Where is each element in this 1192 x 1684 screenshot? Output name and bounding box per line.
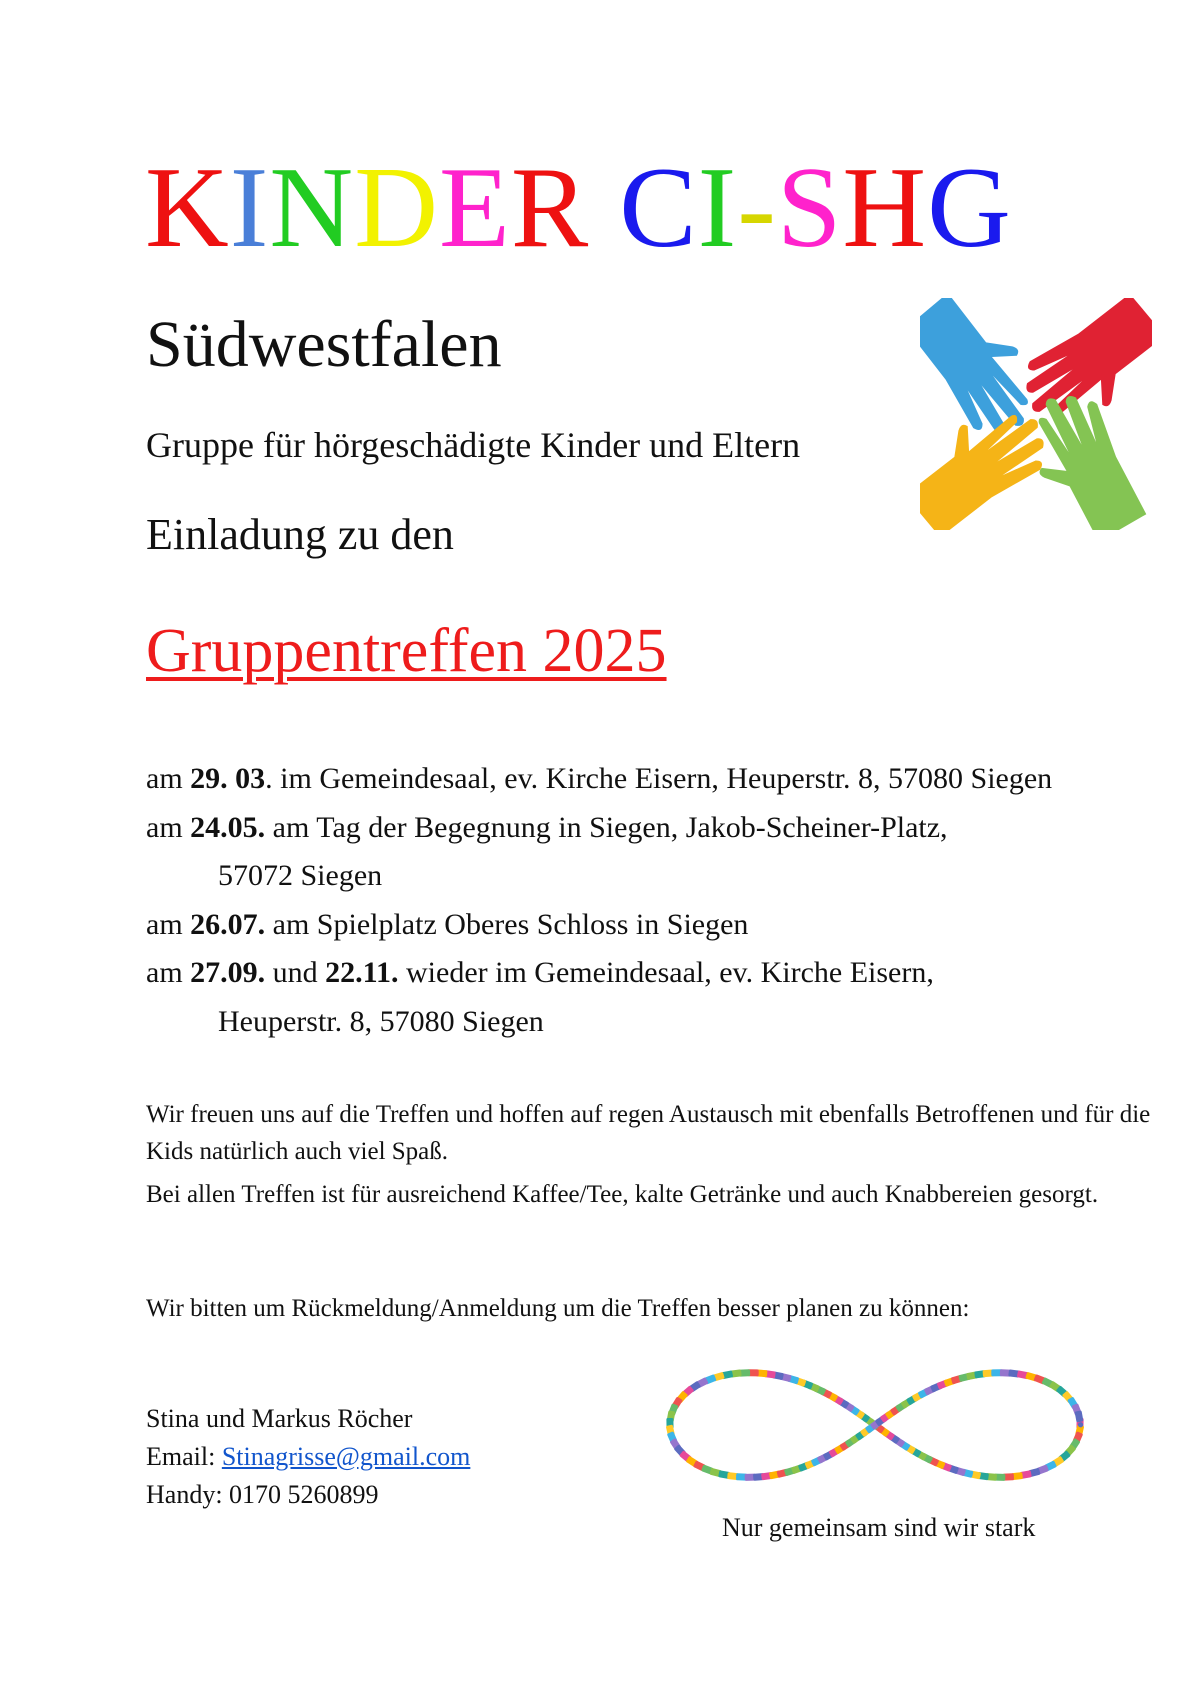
date-address-continuation: Heuperstr. 8, 57080 Siegen (218, 1004, 544, 1038)
date-value: 29. 03 (190, 762, 266, 795)
meeting-dates-list (146, 755, 1156, 1046)
four-hands-icon (920, 298, 1152, 530)
title-letter: D (354, 144, 439, 272)
contact-block (146, 1400, 470, 1514)
infinity-people-icon (640, 1345, 1110, 1505)
title-letter: I (697, 144, 738, 272)
phone-number: 0170 5260899 (229, 1480, 379, 1509)
title-letter: H (842, 144, 928, 272)
group-tagline: Gruppe für hörgeschädigte Kinder und Eltern (146, 425, 801, 465)
slogan-caption: Nur gemeinsam sind wir stark (722, 1513, 1036, 1542)
invitation-intro: Einladung zu den (146, 510, 454, 559)
contact-names: Stina und Markus Röcher (146, 1404, 413, 1433)
title-letter (589, 144, 619, 272)
subtitle-region: Südwestfalen (146, 308, 502, 381)
date-value: 26.07. (190, 907, 266, 941)
date-entry (146, 804, 1156, 853)
paragraph-looking-forward: Wir freuen uns auf die Treffen und hoffen auf regen Austausch mit ebenfalls Betroffenen und für die Kids natürlich auch viel Spaß. (146, 1101, 1151, 1165)
person-figure (1075, 1410, 1085, 1428)
paragraph-registration: Wir bitten um Rückmeldung/Anmeldung um die Treffen besser planen zu können: (146, 1295, 970, 1322)
date-prefix: am (146, 762, 191, 795)
date-prefix: am (146, 810, 191, 844)
date-value: 22.11. (325, 956, 399, 989)
date-prefix: am (146, 956, 191, 989)
title-letter: K (145, 144, 230, 272)
date-connector: und (265, 956, 326, 989)
headline-gruppentreffen: Gruppentreffen 2025 (146, 617, 667, 685)
title-letter: R (510, 144, 590, 272)
title-letter: S (776, 144, 843, 272)
phone-label: Handy: (146, 1480, 230, 1509)
date-value: 27.09. (190, 956, 266, 989)
date-location: . im Gemeindesaal, ev. Kirche Eisern, Heuperstr. 8, 57080 Siegen (265, 762, 1053, 795)
title-letter: I (229, 144, 270, 272)
contact-phone-line (146, 1476, 470, 1514)
title-letter: C (619, 144, 698, 272)
date-location: wieder im Gemeindesaal, ev. Kirche Eisern, (398, 956, 934, 989)
title-letter: G (927, 144, 1012, 272)
date-entry (146, 755, 1156, 804)
date-location: am Tag der Begegnung in Siegen, Jakob-Scheiner-Platz, (265, 810, 948, 844)
paragraph-refreshments: Bei allen Treffen ist für ausreichend Kaffee/Tee, kalte Getränke und auch Knabbereien gesorgt. (146, 1181, 1099, 1208)
date-value: 24.05. (190, 810, 266, 844)
email-link[interactable]: Stinagrisse@gmail.com (221, 1442, 471, 1471)
title-kinder-ci-shg (145, 144, 1012, 272)
date-entry (146, 901, 1156, 950)
title-letter: N (269, 144, 355, 272)
date-address-continuation: 57072 Siegen (218, 859, 383, 892)
email-label: Email: (146, 1442, 222, 1471)
title-letter: E (438, 144, 511, 272)
title-letter: - (737, 144, 777, 272)
date-location: am Spielplatz Oberes Schloss in Siegen (265, 907, 749, 941)
date-entry (146, 949, 1156, 998)
date-prefix: am (146, 907, 191, 941)
contact-email-line (146, 1438, 470, 1476)
